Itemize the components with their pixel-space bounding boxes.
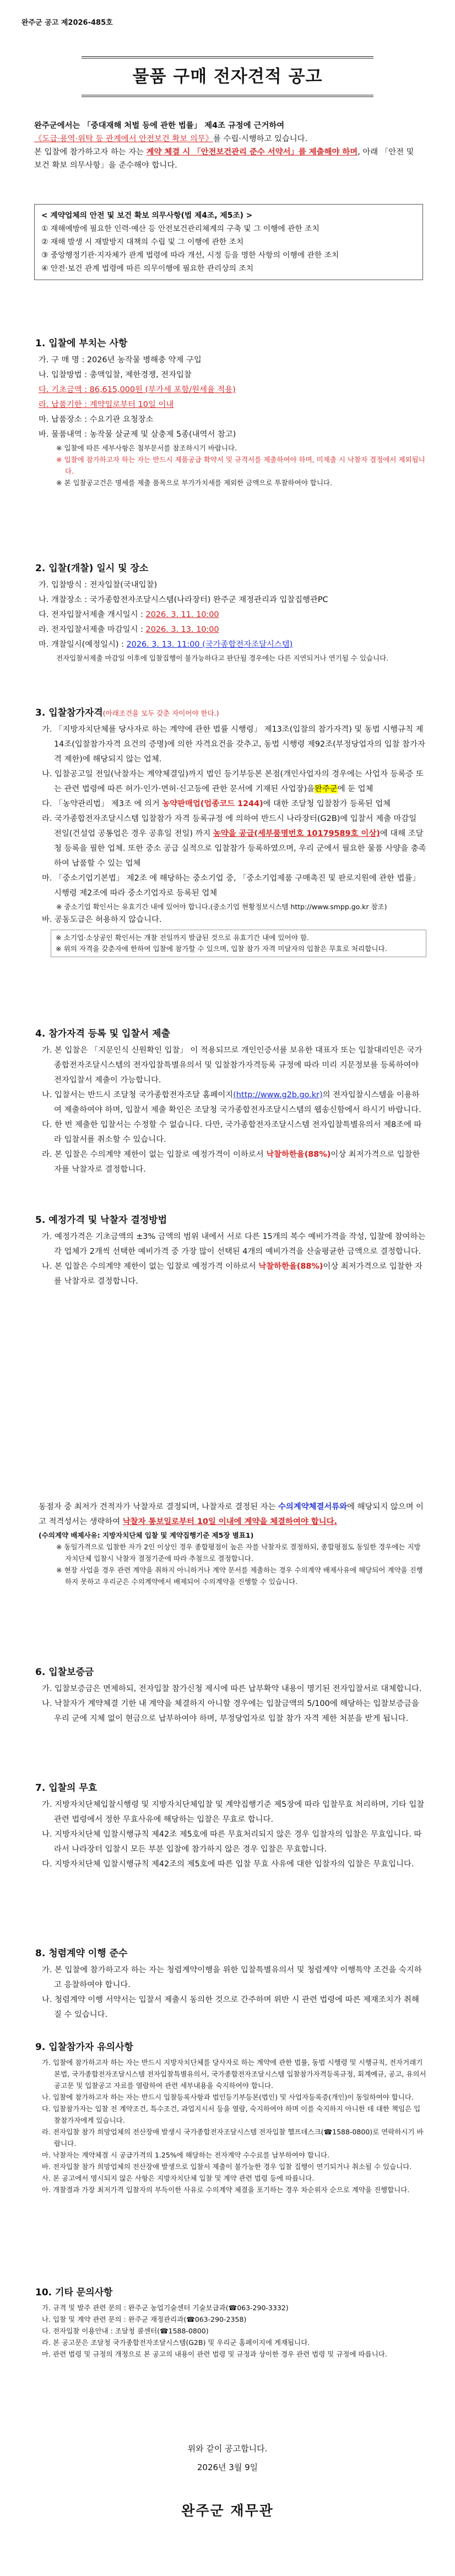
intro-line2-end: 를 수립·시행하고 있습니다. xyxy=(213,135,308,143)
s5-item: 가. 예정가격은 기초금액의 ±3% 금액의 범위 내에서 서로 다른 15개의 복수 예비가격을 작성, 입찰에 참여하는 각 업체가 2개씩 선택한 예비가격 중 가장 많이 선택된 4개의 예비가격을 산술평균한 금액으로 결정합니다. xyxy=(42,1232,426,1256)
s3-note: ※ 위의 자격을 갖춘자에 한하여 입찰에 참가할 수 있으며, 입찰 참가 자격 미달자의 입찰은 무효로 처리합니다. xyxy=(56,944,387,953)
title-box xyxy=(82,56,373,97)
s2-label: 마. 개찰일시(예정일시) : xyxy=(39,640,124,649)
intro-line3-end: , 아래 「안전 및 보건 확보 의무사항」을 준수해야 합니다. xyxy=(34,148,414,170)
safety-item: ② 재해 발생 시 재발방지 대책의 수립 및 그 이행에 관한 조치 xyxy=(41,238,244,246)
s3-item-end: 에 대해 조달청 등록을 필한 업체. 또한 중소 공급 실적으로 입찰참가 등록하였으며, 우리 군에서 필요한 물품 사양을 충족하여 납품할 수 있는 업체 xyxy=(54,829,426,868)
s9-item: 바. 전자입찰 참가 희망업체의 전산장애 발생으로 입찰서 제출이 불가능한 경우 입찰 집행이 연기되거나 취소될 수 있습니다. xyxy=(42,2162,412,2171)
safety-item: ① 재해예방에 필요한 인력·예산 등 안전보건관리체계의 구축 및 그 이행에 관한 조치 xyxy=(41,224,319,233)
s4-item: 나. 입찰서는 반드시 조달청 국가종합전자조달 홈페이지 xyxy=(42,1091,234,1099)
s3-note: ※ 중소기업 확인서는 유효기간 내에 있어야 합니다.(중소기업 현황정보시스템 http://www.smpp.go.kr 참조) xyxy=(56,903,387,911)
section-title: 3. 입찰참가자격 xyxy=(35,707,103,718)
s1-item: 나. 입찰방법 : 총액입찰, 제한경쟁, 전자입찰 xyxy=(39,371,192,379)
notice-date: 2026년 3월 9일 xyxy=(197,2462,258,2472)
s9-item: 라. 전자입찰 참가 희망업체의 전산장애 발생시 국가종합전자조달시스템 전자입찰 헬프데스크(☎1588-0800)로 연락하시기 바랍니다. xyxy=(42,2128,424,2148)
section-title: 1. 입찰에 부치는 사항 xyxy=(35,338,128,349)
safety-obligations-box xyxy=(34,204,423,280)
intro-paragraph xyxy=(34,119,423,172)
section-title: 4. 참가자격 등록 및 입찰서 제출 xyxy=(35,1028,170,1039)
bid-open-datetime: 2026. 3. 11. 10:00 xyxy=(145,610,219,619)
award-rate: 낙찰하한율(88%) xyxy=(258,1262,323,1271)
s5-para: 에 해당되지 않으며 이고 적격성서는 생략하여 xyxy=(39,1502,424,1526)
section-6 xyxy=(35,1665,426,1726)
s3-note-box xyxy=(51,930,426,957)
intro-line3-start: 본 입찰에 참가하고자 하는 자는 xyxy=(34,148,144,157)
section-title: 7. 입찰의 무효 xyxy=(35,1783,98,1794)
s1-note: ※ 본 입찰공고건은 명세를 제출 품목으로 부가가치세를 제외한 금액으로 투찰하여야 합니다. xyxy=(56,479,332,487)
s1-item: 마. 납품장소 : 수요기관 요청장소 xyxy=(39,415,154,424)
bid-close-datetime: 2026. 3. 13. 10:00 xyxy=(145,625,219,634)
s1-item: 가. 구 매 명 : 2026년 농작물 병해충 약제 구입 xyxy=(39,356,202,364)
s9-item: 다. 입찰참가자는 입찰 전 계약조건, 특수조건, 과업지시서 등을 열람, 숙지하여야 하며 이를 숙지하지 아니한 데 대한 책임은 입찰참가자에게 있습니다. xyxy=(42,2105,421,2124)
s2-item: 나. 개찰장소 : 국가종합전자조달시스템(나라장터) 완주군 재정관리과 입찰집행관PC xyxy=(39,595,328,604)
award-rate: 낙찰하한율(88%) xyxy=(266,1150,331,1159)
s3-item: 나. 입찰공고일 전일(낙찰자는 계약체결일)까지 법인 등기부등본 본점(개인사업자의 경우에는 사업자 등록증 또는 관련 법령에 따른 허가·인가·면허·신고등에 관한 문서에 기재된 사업장)을 xyxy=(42,770,424,793)
safety-item: ④ 안전·보건 관계 법령에 따른 의무이행에 필요한 관리상의 조치 xyxy=(41,264,254,273)
s8-item: 나. 청렴계약 이행 서약서는 입찰서 제출시 동의한 것으로 간주하며 위반 시 관련 법령에 따른 제재조치가 취해질 수 있습니다. xyxy=(42,1995,419,2019)
section-title: 2. 입찰(개찰) 일시 및 장소 xyxy=(35,563,149,574)
s5-note: ※ 현장 사업을 경우 관련 계약을 취하지 아니하거나 계약 문서를 제출하는 경우 수의계약 배제사유에 해당되어 계약을 진행하지 못하고 우리군은 수의계약에서 배제되어 수의계약을 진행할 수 있습니다. xyxy=(56,1566,423,1586)
safety-box-title: < 계약업체의 안전 및 보건 확보 의무사항(법 제4조, 제5조) > xyxy=(41,211,253,220)
section-7 xyxy=(35,1781,426,1872)
s6-item: 가. 입찰보증금은 면제하되, 전자입찰 참가신청 제시에 따른 납부확약 내용이 명기된 전자입찰서로 대체합니다. xyxy=(42,1684,422,1693)
section-4 xyxy=(35,1027,426,1177)
s9-item: 아. 개찰결과 가장 최저가격 입찰자의 부득이한 사유로 수의계약 체결을 포기하는 경우 차순위자 순으로 계약을 진행합니다. xyxy=(42,2186,410,2194)
s3-title-note: (아래조건을 모두 갖춘 자이어야 한다.) xyxy=(102,709,219,717)
s1-item: 바. 물품내역 : 농작물 살균제 및 살충제 5종(내역서 참고) xyxy=(39,430,236,439)
s10-item: 마. 관련 법령 및 규정의 개정으로 본 공고의 내용이 관련 법령 및 규정과 상이한 경우 관련 법령 및 규정에 따릅니다. xyxy=(42,2350,387,2358)
section-8 xyxy=(35,1946,426,2022)
section-title: 9. 입찰참가자 유의사항 xyxy=(35,2042,133,2053)
s8-item: 가. 본 입찰에 참가하고자 하는 자는 청렴계약이행을 위한 입찰특별유의서 및 청렴계약 이행특약 조건을 숙지하고 응찰하여야 합니다. xyxy=(42,1966,422,1989)
s10-item: 나. 입찰 및 계약 관련 문의 : 완주군 재정관리과(☎063-290-2358) xyxy=(42,2315,247,2323)
s5-note: ※ 동일가격으로 입찰한 자가 2인 이상인 경우 종합평점이 높은 자를 낙찰자로 결정하되, 종합평점도 동일한 경우에는 지방자치단체 입찰시 낙찰자 결정기준에 따라 추첨으로 결정합니다. xyxy=(56,1543,421,1563)
s9-item: 나. 입찰에 참가하고자 하는 자는 반드시 입찰등록사항과 법인등기부등본(법인) 및 사업자등록증(개인)이 동일하여야 합니다. xyxy=(42,2093,414,2101)
s3-item: 바. 공동도급은 허용하지 않습니다. xyxy=(42,915,162,924)
region-highlight: 완주군 xyxy=(314,785,338,793)
s9-item: 마. 낙찰자는 계약체결 시 공급가격의 1.25%에 해당하는 전자계약 수수료를 납부하여야 합니다. xyxy=(42,2151,330,2159)
s3-item-end: 에 대한 조달청 입찰참가 등록된 업체 xyxy=(263,799,391,808)
license-code: 농약판매업(업종코드 1244) xyxy=(162,799,263,808)
s2-note: 전자입찰서제출 마감일 이후에 입찰집행이 불가능하다고 판단될 경우에는 다른 지연되거나 연기될 수 있습니다. xyxy=(56,654,389,662)
s10-item: 다. 전자입찰 이용안내 : 조달청 콜센터(☎1588-0800) xyxy=(42,2327,209,2335)
section-3 xyxy=(35,706,426,959)
s3-item-end: 에 둔 업체 xyxy=(337,785,373,793)
s10-item: 라. 본 공고문은 조달청 국가종합전자조달시스템(G2B) 및 우리군 홈페이지에 게재됩니다. xyxy=(42,2338,310,2347)
section-title: 6. 입찰보증금 xyxy=(35,1667,94,1678)
product-code: 농약을 공급(세부품명번호 10179589호 이상) xyxy=(213,829,380,838)
s3-item: 마. 「중소기업기본법」 제2조 에 해당하는 중소기업 중, 「중소기업제품 구매촉진 및 판로지원에 관한 법률」 시행령 제2조에 따라 중소기업자로 등록된 업체 xyxy=(42,874,420,898)
s5-para: 동점자 중 최저가 견적자가 낙찰자로 결정되며, 나찰자로 결정된 자는 xyxy=(39,1502,276,1511)
section-title: 5. 예정가격 및 낙찰자 결정방법 xyxy=(35,1215,167,1226)
intro-highlight: 《도급·용역·위탁 등 관계에서 안전보건 확보 의무》 xyxy=(34,135,213,143)
section-1 xyxy=(35,336,426,489)
base-amount: 다. 기초금액 : 86,615,000원 (부가세 포함/원세율 적용) xyxy=(39,385,236,394)
s7-item: 다. 지방자치단체 입찰시행규칙 제42조의 제5호에 따른 입찰 무효 사유에 대한 입찰자의 입찰은 무효입니다. xyxy=(42,1860,414,1869)
section-10 xyxy=(35,2285,426,2360)
section-title: 8. 청렴계약 이행 준수 xyxy=(35,1948,128,1959)
s7-item: 가. 지방자치단체입찰시행령 및 지방자치단체입찰 및 계약집행기준 제5장에 따라 입찰무효 처리하며, 기타 입찰 관련 법령에서 정한 무효사유에 해당하는 입찰은 무효로 합니다. xyxy=(42,1800,425,1824)
s9-item: 가. 입찰에 참가하고자 하는 자는 반드시 지방자치단체를 당사자로 하는 계약에 관한 법률, 동법 시행령 및 시행규칙, 전자거래기본법, 국가종합전자조달시스템 전자입찰특별유의서, 국가종합전자조달시스템 입찰참가자격등록규정, 회계예규, 공고, 유의서 공고문 및 입찰공고 자료를 열람하여 관련 세부내용을 숙지하여야 합니다. xyxy=(42,2058,426,2090)
s6-item: 나. 낙찰자가 계약체결 기한 내 계약을 체결하지 아니할 경우에는 입찰금액의 5/100에 해당하는 입찰보증금을 우리 군에 지체 없이 현금으로 납부하여야 하며, 부정당업자로 입찰 참가 자격 제한 처분을 받게 됩니다. xyxy=(42,1699,419,1723)
section-title: 10. 기타 문의사항 xyxy=(35,2287,113,2298)
opening-datetime: 2026. 3. 13. 11:00 (국가종합전자조달시스템) xyxy=(126,640,293,649)
closing-statement: 위와 같이 공고합니다. xyxy=(187,2444,268,2454)
s4-item-end: 의 전자입찰시스템을 이용하여 제출하여야 하며, 입찰서 제출 확인은 조달청 국가종합전자조달시스템의 웹송신함에서 하시기 바랍니다. xyxy=(54,1091,421,1114)
s7-item: 나. 지방자치단체 입찰시행규칙 제42조 제5호에 따른 무효처리되지 않은 경우 입찰자의 입찰은 무효입니다. 따라서 나라장터 입찰시 모든 부분 입찰에 참가하지 않은 경우 입찰은 무효합니다. xyxy=(42,1830,422,1854)
s10-item: 가. 규격 및 발주 관련 문의 : 완주군 농업기술센터 기술보급과(☎063-290-3332) xyxy=(42,2304,289,2312)
s4-item: 라. 본 입찰은 수의계약 제한이 없는 입찰로 예정가격이 이하로서 xyxy=(42,1150,264,1159)
safety-item: ③ 중앙행정기관·지자체가 관계 법령에 따라 개선, 시정 등을 명한 사항의 이행에 관한 조치 xyxy=(41,251,339,260)
issuer-signature: 완주군 재무관 xyxy=(181,2503,274,2519)
section-9 xyxy=(35,2040,426,2196)
contract-deadline: 낙찰자 통보일로부터 10일 이내에 계약을 체결하여야 합니다. xyxy=(122,1517,337,1526)
intro-contract-obligation: 계약 체결 시 「안전보건관리 준수 서약서」를 제출해야 하며 xyxy=(146,148,358,157)
s3-note: ※ 소기업·소상공인 확인서는 개찰 전일까지 발급된 것으로 유효기간 내에 있어야 함. xyxy=(56,933,310,942)
section-5-detail xyxy=(35,1500,426,1587)
s3-item: 라. 국가종합전자조달시스템 입찰참가 자격 등록규정 에 의하여 반드시 나라장터(G2B)에 입찰서 제출 마감일 전일(건설업 공통업은 경우 공휴일 전일) 까지 xyxy=(42,814,417,838)
s4-item-end: 이상 최저가격으로 입찰한 자를 낙찰자로 결정합니다. xyxy=(54,1150,420,1174)
delivery-deadline: 라. 납품기한 : 계약일로부터 10일 이내 xyxy=(39,400,174,409)
s4-item: 가. 본 입찰은 「지문인식 신원확인 입찰」 이 적용되므로 개인인증서를 보유한 대표자 또는 입찰대리인은 국가종합전자조달시스템의 전자입찰특별유의서 및 입찰참가자격등록 규정에 따라 미리 지문정보를 등록하여야 전자입찰서 제출이 가능합니다. xyxy=(42,1046,422,1085)
s5-para-highlight: 수의계약체결서류와 xyxy=(278,1502,348,1511)
s1-note: ※ 입찰에 따른 세부사항은 첨부문서를 참조하시기 바랍니다. xyxy=(56,444,237,452)
s5-item: 나. 본 입찰은 수의계약 제한이 없는 입찰로 예정가격 이하로서 xyxy=(42,1262,256,1271)
page-title: 물품 구매 전자견적 공고 xyxy=(132,66,323,87)
s2-label: 다. 전자입찰서제출 개시일시 : xyxy=(39,610,143,619)
notice-number: 완주군 공고 제2026-485호 xyxy=(21,19,113,27)
section-5 xyxy=(35,1213,426,1289)
s1-note-warning: ※ 입찰에 참가하고자 하는 자는 반드시 제품공급 확약서 및 규격서를 제출하여야 하며, 미제출 시 낙찰자 결정에서 제외됩니다. xyxy=(56,455,425,475)
s3-item: 가. 「지방자치단체를 당사자로 하는 계약에 관한 법률 시행령」 제13조(입찰의 참가자격) 및 동법 시행규칙 제14조(입찰참가자격 요건의 증명)에 의한 자격요건을 갖추고, 동법 시행령 제92조(부정당업자의 입찰 참가자격 제한)에 해당되지 않는 업체. xyxy=(42,725,425,764)
g2b-link[interactable]: (http://www.g2b.go.kr) xyxy=(233,1091,323,1099)
s5-subtitle: (수의계약 배제사유: 지방자치단체 입찰 및 계약집행기준 제5장 별표1) xyxy=(39,1531,254,1539)
s3-item: 다. 「농약관리법」 제3조 에 의거 xyxy=(42,799,160,808)
s4-item: 다. 한 번 제출한 입찰서는 수정할 수 없습니다. 다만, 국가종합전자조달시스템 전자입찰특별유의서 제8조에 따라 입찰서를 취소할 수 있습니다. xyxy=(42,1120,422,1144)
s9-item: 사. 본 공고에서 명시되지 않은 사항은 지방자치단체 입찰 및 계약 관련 법령 등에 따릅니다. xyxy=(42,2174,315,2182)
section-2 xyxy=(35,561,426,664)
s2-label: 라. 전자입찰서제출 마감일시 : xyxy=(39,625,143,634)
s2-item: 가. 입찰방식 : 전자입찰(국내입찰) xyxy=(39,581,158,589)
intro-line1: 완주군에서는 「중대재해 처벌 등에 관한 법률」 제4조 규정에 근거하여 xyxy=(34,121,285,130)
s5-item-end: 이상 최저가격으로 입찰한 자를 낙찰자로 결정합니다. xyxy=(54,1262,422,1286)
